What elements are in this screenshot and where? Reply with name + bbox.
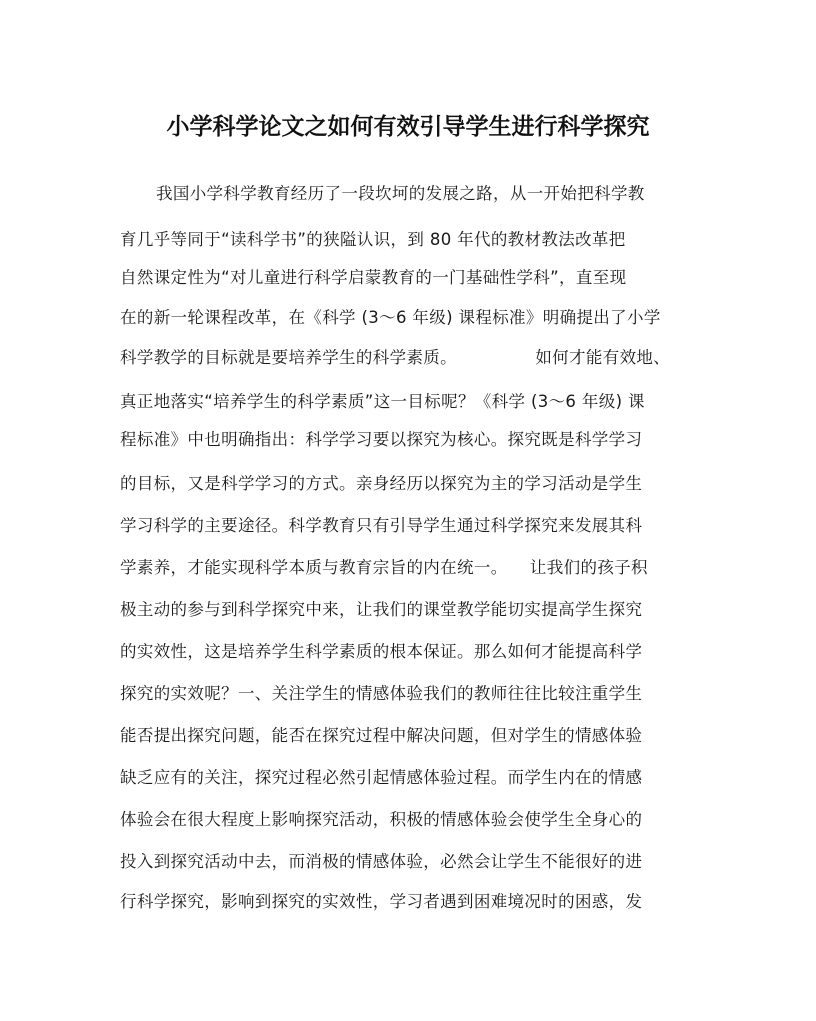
paragraph-line: 探究的实效呢？一、关注学生的情感体验我们的教师往往比较注重学生 — [120, 684, 643, 703]
paragraph-line: 真正地落实“培养学生的科学素质”这一目标呢？《科学 (3～6 年级) 课 — [120, 392, 645, 411]
paragraph-line: 育几乎等同于“读科学书”的狭隘认识，到 80 年代的教材教法改革把 — [120, 230, 626, 249]
paragraph-line: 体验会在很大程度上影响探究活动，积极的情感体验会使学生全身心的 — [120, 810, 643, 829]
paragraph-line: 极主动的参与到科学探究中来，让我们的课堂教学能切实提高学生探究 — [120, 600, 643, 619]
paragraph-line: 学习科学的主要途径。科学教育只有引导学生通过科学探究来发展其科 — [120, 516, 643, 535]
document-title: 小学科学论文之如何有效引导学生进行科学探究 — [166, 113, 650, 140]
paragraph-line: 的目标，又是科学学习的方式。亲身经历以探究为主的学习活动是学生 — [120, 474, 643, 493]
paragraph-line: 缺乏应有的关注，探究过程必然引起情感体验过程。而学生内在的情感 — [120, 768, 643, 787]
paragraph-line: 自然课定性为“对儿童进行科学启蒙教育的一门基础性学科”，直至现 — [120, 268, 627, 287]
paragraph-line: 学素养，才能实现科学本质与教育宗旨的内在统一。 让我们的孩子积 — [120, 558, 648, 577]
paragraph-line: 行科学探究，影响到探究的实效性，学习者遇到困难境况时的困惑，发 — [120, 892, 643, 911]
paragraph-line: 的实效性，这是培养学生科学素质的根本保证。那么如何才能提高科学 — [120, 642, 643, 661]
paragraph-line: 我国小学科学教育经历了一段坎坷的发展之路，从一开始把科学教 — [156, 184, 645, 203]
paragraph-line: 程标准》中也明确指出：科学学习要以探究为核心。探究既是科学学习 — [120, 430, 643, 449]
paragraph-line: 科学教学的目标就是要培养学生的科学素质。 如何才能有效地、 — [120, 348, 671, 367]
paragraph-line: 投入到探究活动中去，而消极的情感体验，必然会让学生不能很好的进 — [120, 852, 643, 871]
paragraph-line: 能否提出探究问题，能否在探究过程中解决问题，但对学生的情感体验 — [120, 726, 643, 745]
paragraph-line: 在的新一轮课程改革，在《科学 (3～6 年级) 课程标准》明确提出了小学 — [120, 308, 661, 327]
